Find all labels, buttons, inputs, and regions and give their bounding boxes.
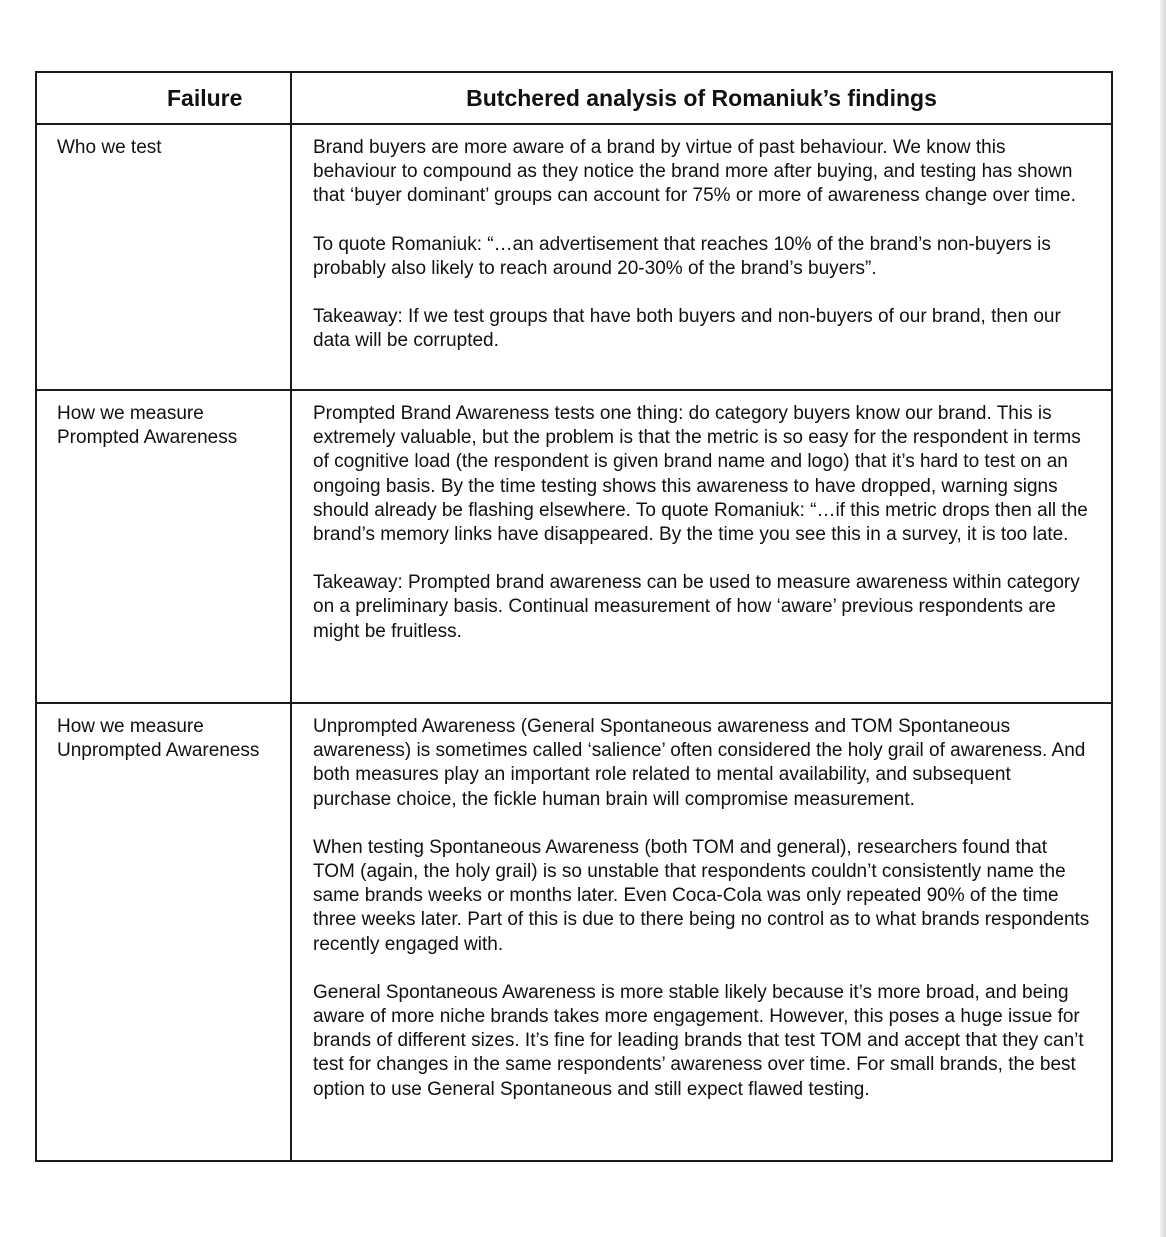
analysis-cell: [291, 390, 1112, 703]
analysis-paragraph: General Spontaneous Awareness is more stable likely because it’s more broad, and being aware of more niche brands takes more engagement. However, this poses a huge issue for brands of different sizes. It’s fine for leading brands that test TOM and accept that they can’t test for changes in the same respondents’ awareness over time. For small brands, the best option to use General Spontaneous and still expect flawed testing.: [313, 981, 1084, 1100]
analysis-paragraph: Brand buyers are more aware of a brand by virtue of past behaviour. We know this behaviour to compound as they notice the brand more after buying, and testing has shown that ‘buyer dominant’ groups can account for 75% or more of awareness change over time.: [313, 137, 1076, 207]
header-analysis: Butchered analysis of Romaniuk’s findings: [291, 72, 1112, 124]
analysis-paragraph: Prompted Brand Awareness tests one thing: do category buyers know our brand. This is extremely valuable, but the problem is that the metric is so easy for the respondent in terms of cognitive load (the respondent is given brand name and logo) that it’s hard to test on an ongoing basis. By the time testing shows this awareness to have dropped, warning signs should already be flashing elsewhere. To quote Romaniuk: “…if this metric drops then all the brand’s memory links have disappeared. By the time you see this in a survey, it is too late.: [313, 403, 1088, 546]
header-failure: Failure: [36, 72, 291, 124]
analysis-paragraph: Takeaway: Prompted brand awareness can be used to measure awareness within category on a preliminary basis. Continual measurement of how ‘aware’ previous respondents are might be fruitless.: [313, 572, 1080, 642]
analysis-paragraph: When testing Spontaneous Awareness (both TOM and general), researchers found that TOM (again, the holy grail) is so unstable that respondents couldn’t consistently name the same brands weeks or months later. Even Coca-Cola was only repeated 90% of the time three weeks later. Part of this is due to there being no control as to what brands respondents recently engaged with.: [313, 836, 1090, 955]
failure-cell: How we measure Unprompted Awareness: [36, 703, 291, 1161]
page-edge-shadow: [1160, 0, 1166, 1237]
failure-cell: Who we test: [36, 124, 291, 390]
table-row: [36, 124, 1112, 390]
table-body: [36, 124, 1112, 1161]
header-row: [36, 72, 1112, 124]
analysis-cell: [291, 703, 1112, 1161]
analysis-paragraph: Takeaway: If we test groups that have both buyers and non-buyers of our brand, then our data will be corrupted.: [313, 306, 1061, 352]
table-row: [36, 390, 1112, 703]
analysis-paragraph: To quote Romaniuk: “…an advertisement that reaches 10% of the brand’s non-buyers is probably also likely to reach around 20-30% of the brand’s buyers”.: [313, 233, 1051, 279]
findings-table: [35, 71, 1113, 1162]
table-header: [36, 72, 1112, 124]
failure-cell: How we measure Prompted Awareness: [36, 390, 291, 703]
table-row: [36, 703, 1112, 1161]
analysis-paragraph: Unprompted Awareness (General Spontaneous awareness and TOM Spontaneous awareness) is sometimes called ‘salience’ often considered the holy grail of awareness. And both measures play an important role related to mental availability, and subsequent purchase choice, the fickle human brain will compromise measurement.: [313, 716, 1086, 810]
analysis-cell: [291, 124, 1112, 390]
